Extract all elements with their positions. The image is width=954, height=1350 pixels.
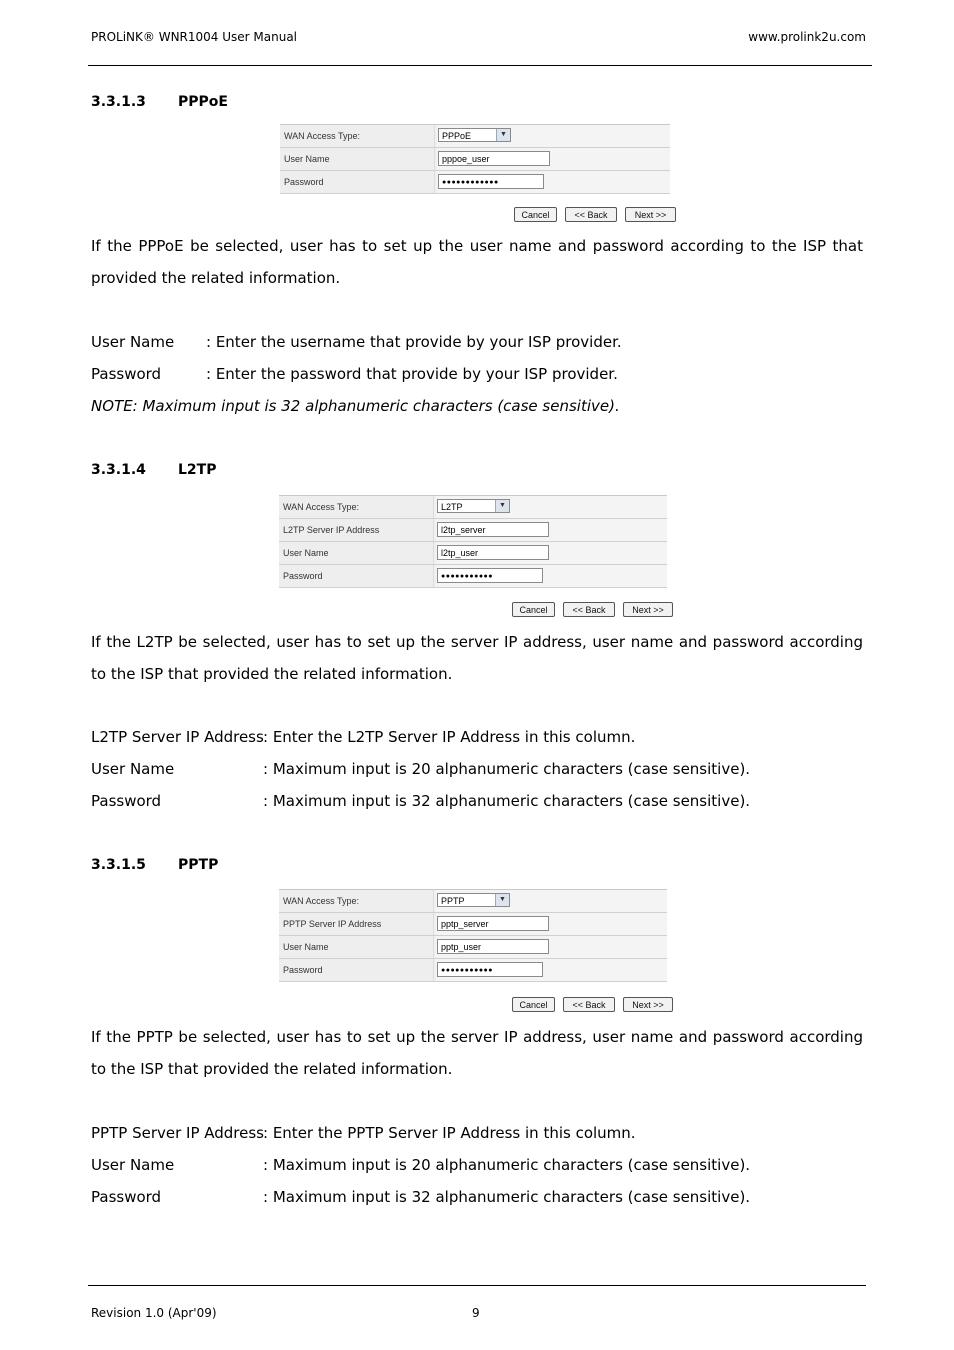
user-name-row [279,936,667,959]
def-desc-server-ip: : Enter the PPTP Server IP Address in this column. [263,1124,636,1142]
def-term-password: Password [91,792,162,810]
back-button[interactable]: << Back [563,997,615,1012]
password-label: Password [279,959,434,981]
section-title-l2tp: L2TP [178,462,217,478]
user-name-row [280,148,670,171]
password-label: Password [280,171,435,193]
cancel-button[interactable]: Cancel [512,602,555,617]
user-name-input[interactable]: l2tp_user [437,545,549,560]
footer-revision: Revision 1.0 (Apr'09) [91,1306,217,1320]
def-desc-user-name: : Maximum input is 20 alphanumeric characters (case sensitive). [263,1156,751,1174]
wan-access-label: WAN Access Type: [280,125,435,147]
def-desc-server-ip: : Enter the L2TP Server IP Address in this column. [263,728,636,746]
def-term-password: Password [91,1188,162,1206]
chevron-down-icon[interactable]: ▼ [495,500,509,512]
next-button[interactable]: Next >> [625,207,676,222]
server-ip-label: PPTP Server IP Address [279,913,434,935]
wan-access-row [279,496,667,519]
server-ip-row [279,913,667,936]
wan-access-row [280,125,670,148]
l2tp-description: If the L2TP be selected, user has to set up the server IP address, user name and password according to the ISP that provided the related information. [91,633,863,683]
wan-access-value: PPTP [441,896,465,906]
next-button[interactable]: Next >> [623,997,673,1012]
def-term-server-ip: PPTP Server IP Address [91,1124,264,1142]
user-name-input[interactable]: pptp_user [437,939,549,954]
password-row [280,171,670,194]
header-divider [88,65,872,66]
def-desc-password: : Maximum input is 32 alphanumeric characters (case sensitive). [263,792,751,810]
def-term-user-name: User Name [91,1156,175,1174]
section-number-pptp: 3.3.1.5 [91,857,146,873]
wan-access-label: WAN Access Type: [279,496,434,518]
wan-access-select[interactable] [437,893,510,907]
def-desc-password: : Enter the password that provide by your ISP provider. [206,365,618,383]
def-term-user-name: User Name [91,760,175,778]
pppoe-note: NOTE: Maximum input is 32 alphanumeric characters (case sensitive). [91,397,620,415]
pptp-form [279,889,667,982]
server-ip-row [279,519,667,542]
def-desc-user-name: : Maximum input is 20 alphanumeric characters (case sensitive). [263,760,751,778]
wan-access-label: WAN Access Type: [279,890,434,912]
user-name-label: User Name [280,148,435,170]
wan-access-value: L2TP [441,502,463,512]
user-name-label: User Name [279,542,434,564]
header-title: PROLiNK® WNR1004 User Manual [91,30,298,44]
def-term-server-ip: L2TP Server IP Address [91,728,264,746]
user-name-row [279,542,667,565]
chevron-down-icon[interactable]: ▼ [496,129,510,141]
server-ip-input[interactable]: pptp_server [437,916,549,931]
wan-access-value: PPPoE [442,131,472,141]
section-number-l2tp: 3.3.1.4 [91,462,146,478]
next-button[interactable]: Next >> [623,602,673,617]
user-name-input[interactable]: pppoe_user [438,151,550,166]
server-ip-label: L2TP Server IP Address [279,519,434,541]
chevron-down-icon[interactable]: ▼ [495,894,509,906]
pptp-description: If the PPTP be selected, user has to set up the server IP address, user name and password according to the ISP that provided the related information. [91,1028,863,1078]
wan-access-row [279,890,667,913]
user-name-label: User Name [279,936,434,958]
password-input[interactable]: ●●●●●●●●●●● [437,962,543,977]
section-title-pppoe: PPPoE [178,94,228,110]
pppoe-description: If the PPPoE be selected, user has to set up the user name and password according to the ISP that provided the related information. [91,237,863,287]
password-row [279,565,667,588]
back-button[interactable]: << Back [563,602,615,617]
footer-divider [88,1285,866,1286]
cancel-button[interactable]: Cancel [514,207,557,222]
pppoe-form [280,124,670,194]
password-row [279,959,667,982]
wan-access-select[interactable] [438,128,511,142]
password-input[interactable]: ●●●●●●●●●●●● [438,174,544,189]
header-url: www.prolink2u.com [748,30,866,44]
section-title-pptp: PPTP [178,857,219,873]
l2tp-form [279,495,667,588]
back-button[interactable]: << Back [565,207,617,222]
def-term-password: Password [91,365,162,383]
wan-access-select[interactable] [437,499,510,513]
def-term-user-name: User Name [91,333,175,351]
def-desc-user-name: : Enter the username that provide by your ISP provider. [206,333,622,351]
password-input[interactable]: ●●●●●●●●●●● [437,568,543,583]
page-number: 9 [472,1306,480,1320]
def-desc-password: : Maximum input is 32 alphanumeric characters (case sensitive). [263,1188,751,1206]
server-ip-input[interactable]: l2tp_server [437,522,549,537]
cancel-button[interactable]: Cancel [512,997,555,1012]
section-number-pppoe: 3.3.1.3 [91,94,146,110]
password-label: Password [279,565,434,587]
